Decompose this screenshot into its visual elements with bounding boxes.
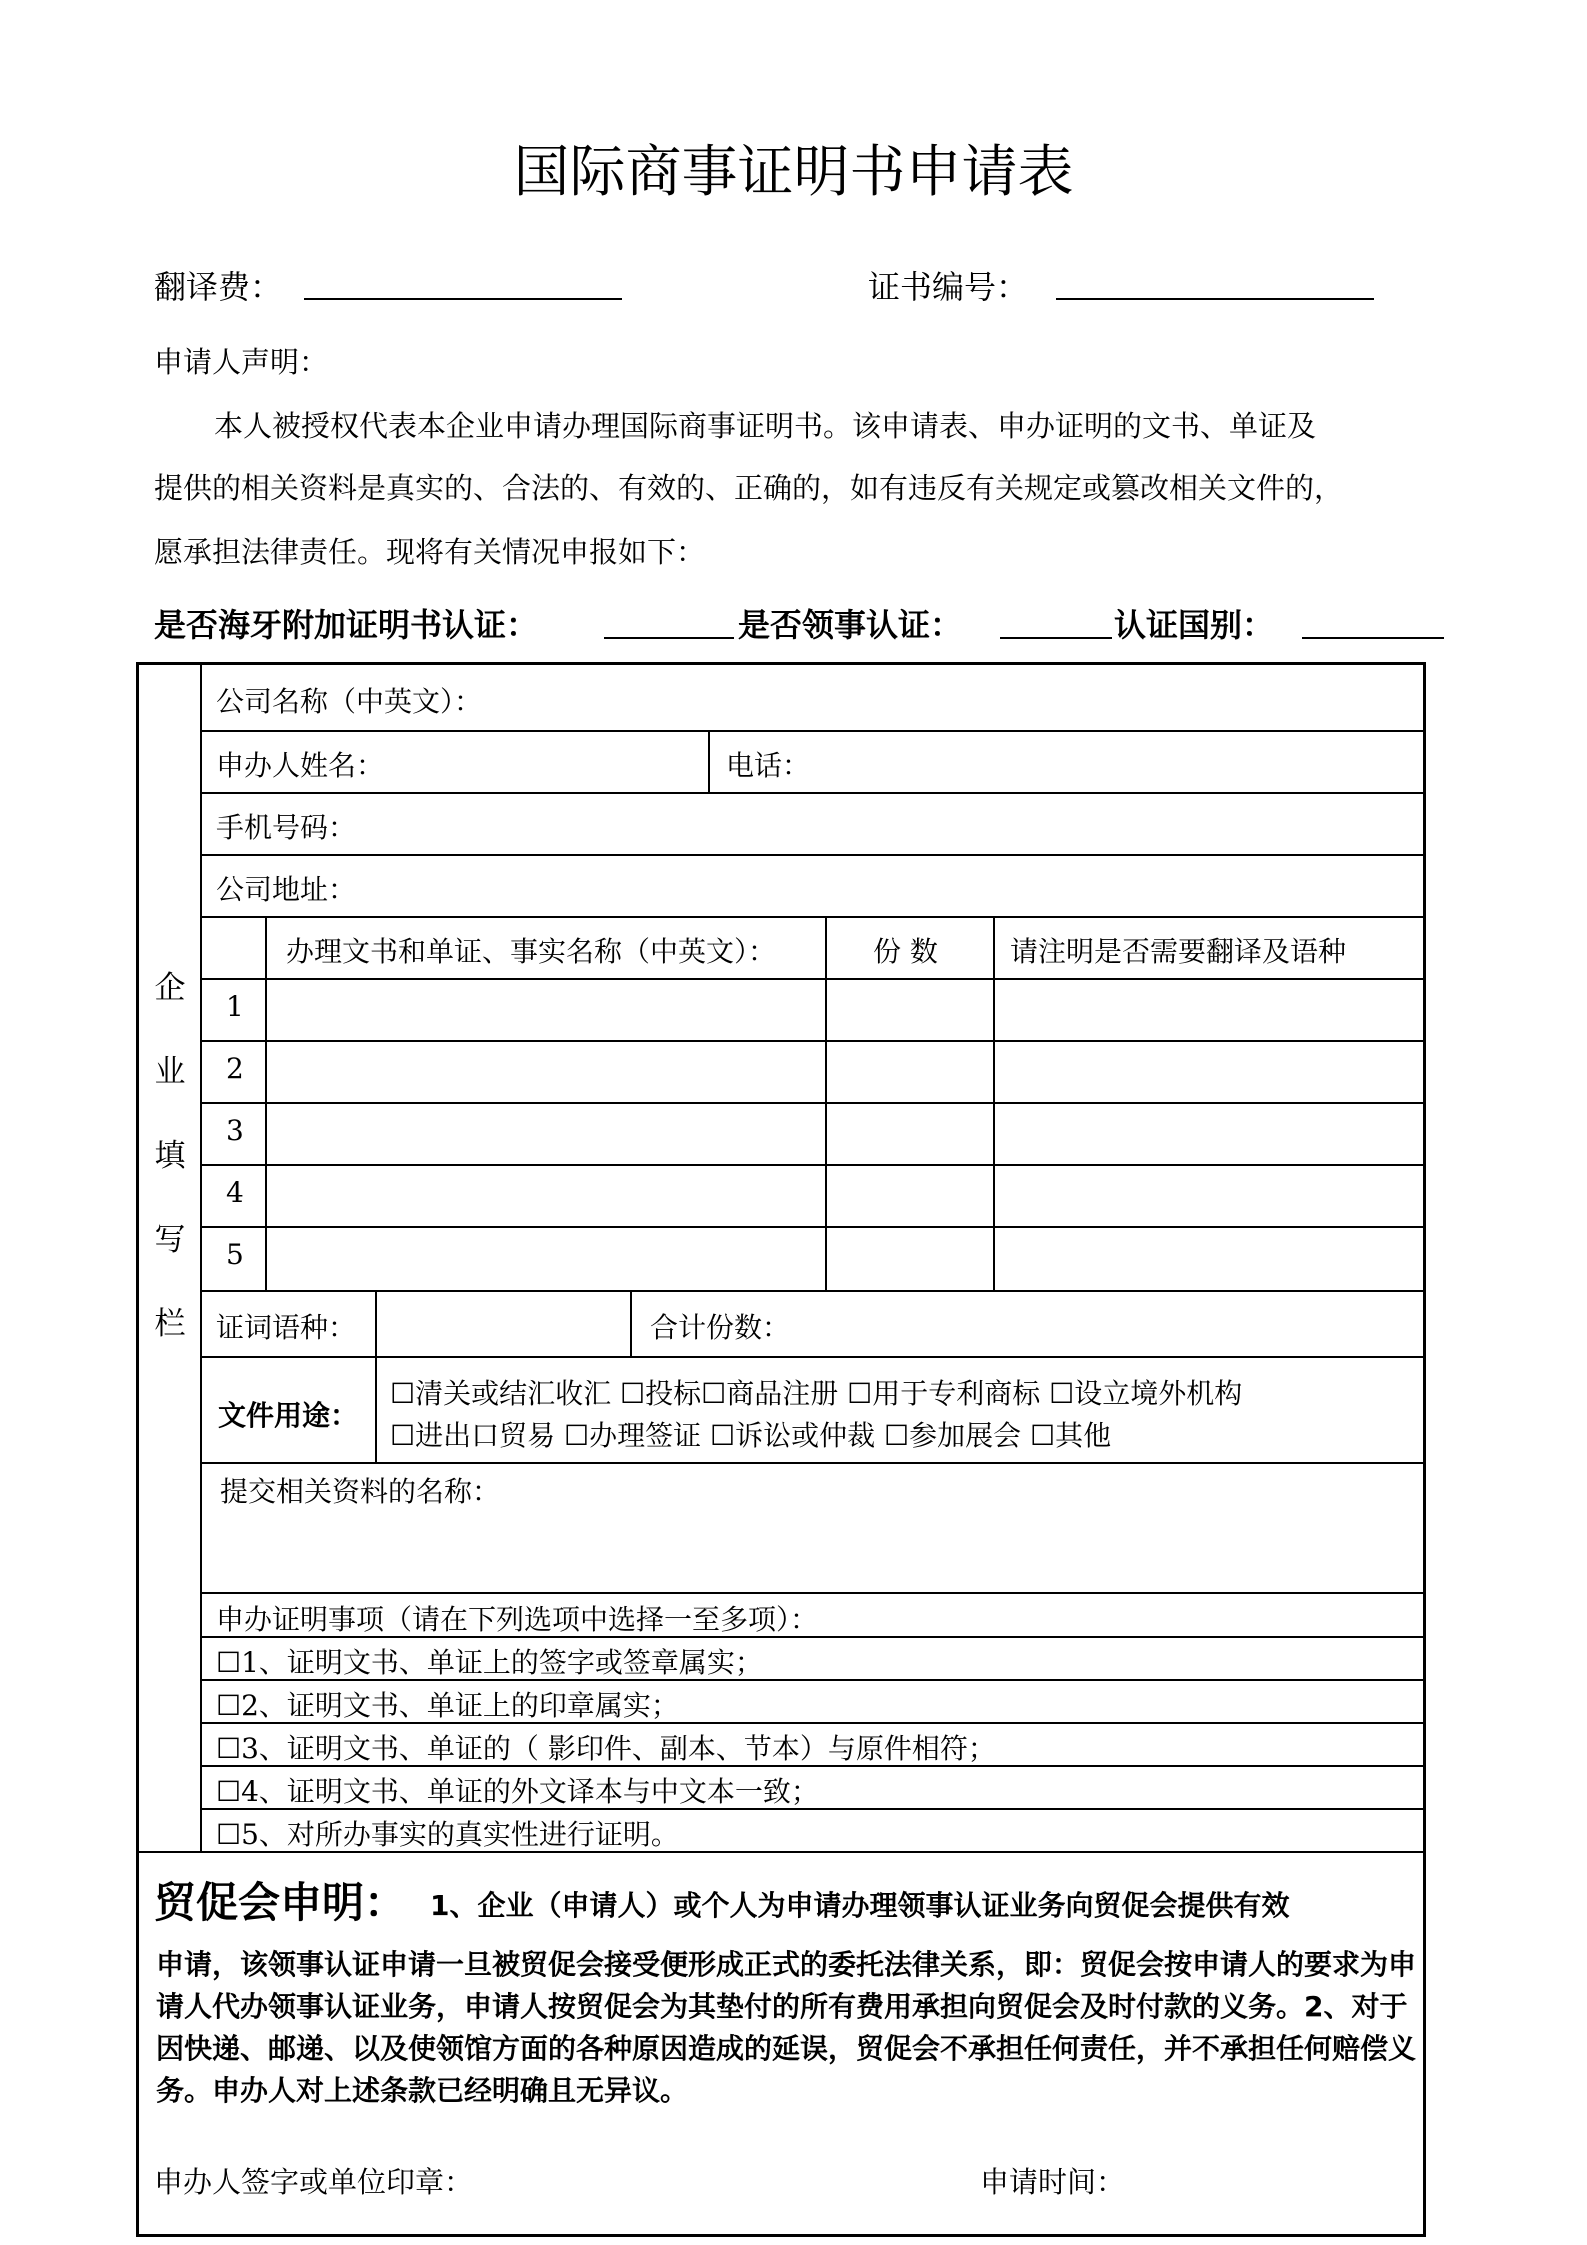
translation-fee-field[interactable]: [304, 298, 622, 300]
hague-question: 是否海牙附加证明书认证：: [154, 606, 539, 644]
application-date-label: 申请时间：: [980, 2165, 1126, 2199]
declaration-text: 申请，该领事认证申请一旦被贸促会接受便形成正式的委托法律关系，即：贸促会按申请人的要求为申请人代办领事认证业务，申请人按贸促会为其垫付的所有费用承担向贸促会及时付款的义务。2、对于因快递、邮递、以及使领馆方面的各种原因造成的延误，贸促会不承担任何责任，并不承担任何赔偿义务。申办人对上述条款已经明确且无异议。: [156, 1948, 1417, 2107]
statement-heading: 申请人声明：: [154, 345, 329, 379]
certification-item[interactable]: ☐2、证明文书、单证上的印章属实；: [216, 1689, 679, 1722]
certification-item[interactable]: ☐3、证明文书、单证的（ 影印件、副本、节本）与原件相符；: [216, 1732, 996, 1765]
certification-item[interactable]: ☐1、证明文书、单证上的签字或签章属实；: [216, 1646, 763, 1679]
row-number: 2: [226, 1052, 244, 1085]
page-title: 国际商事证明书申请表: [513, 140, 1074, 205]
consular-answer-field[interactable]: [1000, 637, 1112, 639]
total-copies-label: 合计份数：: [650, 1311, 791, 1344]
country-question: 认证国别：: [1114, 606, 1275, 644]
side-label-char: 栏: [154, 1306, 186, 1342]
side-label-char: 写: [154, 1222, 186, 1258]
materials-label: 提交相关资料的名称：: [220, 1475, 501, 1508]
cert-number-field[interactable]: [1056, 298, 1374, 300]
declaration-heading: 贸促会申明：: [154, 1878, 407, 1927]
signature-label: 申办人签字或单位印章：: [154, 2165, 474, 2199]
translation-fee-label: 翻译费：: [154, 268, 283, 306]
items-heading: 申办证明事项（请在下列选项中选择一至多项）：: [216, 1603, 819, 1636]
doc-name-column-header: 办理文书和单证、事实名称（中英文）：: [286, 935, 777, 968]
hague-answer-field[interactable]: [604, 637, 734, 639]
cert-number-label: 证书编号：: [868, 268, 1029, 306]
purpose-options-line[interactable]: ☐进出口贸易 ☐办理签证 ☐诉讼或仲裁 ☐参加展会 ☐其他: [390, 1419, 1112, 1452]
purpose-options-line[interactable]: ☐清关或结汇收汇 ☐投标☐商品注册 ☐用于专利商标 ☐设立境外机构: [390, 1377, 1243, 1410]
row-number: 1: [226, 990, 244, 1023]
row-number: 3: [226, 1114, 244, 1147]
declaration-first-line: 1、企业（申请人）或个人为申请办理领事认证业务向贸促会提供有效: [430, 1889, 1290, 1922]
cert-language-label: 证词语种：: [216, 1311, 357, 1344]
purpose-label: 文件用途：: [218, 1399, 359, 1432]
statement-line: 提供的相关资料是真实的、合法的、有效的、正确的，如有违反有关规定或篡改相关文件的，: [154, 471, 1344, 505]
statement-line: 本人被授权代表本企业申请办理国际商事证明书。该申请表、申办证明的文书、单证及: [214, 409, 1317, 443]
mobile-label: 手机号码：: [216, 811, 357, 844]
certification-item[interactable]: ☐4、证明文书、单证的外文译本与中文本一致；: [216, 1775, 819, 1808]
statement-line: 愿承担法律责任。现将有关情况申报如下：: [154, 535, 706, 569]
side-label-char: 业: [154, 1054, 186, 1090]
certification-item[interactable]: ☐5、对所办事实的真实性进行证明。: [216, 1818, 679, 1851]
copies-column-header: 份 数: [873, 935, 938, 968]
side-label-char: 企: [154, 970, 186, 1006]
applicant-name-label: 申办人姓名：: [216, 749, 385, 782]
row-number: 4: [226, 1176, 244, 1209]
translation-column-header: 请注明是否需要翻译及语种: [1010, 935, 1347, 968]
row-number: 5: [226, 1238, 244, 1271]
phone-label: 电话：: [726, 749, 811, 782]
side-label-char: 填: [154, 1138, 186, 1174]
company-name-label: 公司名称（中英文）：: [216, 685, 483, 718]
address-label: 公司地址：: [216, 873, 357, 906]
country-answer-field[interactable]: [1302, 637, 1444, 639]
consular-question: 是否领事认证：: [738, 606, 963, 644]
